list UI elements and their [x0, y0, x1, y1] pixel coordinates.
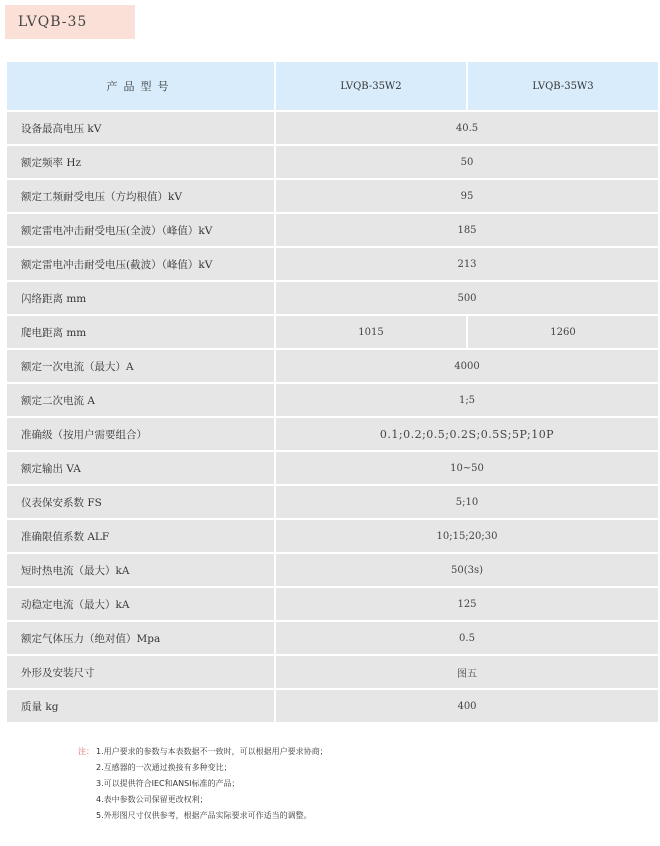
row-value: 10;15;20;30 — [276, 520, 658, 552]
note-text: 4.表中参数公司保留更改权利； — [96, 795, 208, 804]
row-value: 185 — [276, 214, 658, 246]
spec-table — [5, 60, 660, 724]
note-item — [78, 792, 328, 808]
table-row — [7, 248, 658, 280]
note-item — [78, 744, 328, 760]
table-row — [7, 588, 658, 620]
table-row — [7, 180, 658, 212]
note-item — [78, 760, 328, 776]
note-text: 5.外形图尺寸仅供参考，根据产品实际要求可作适当的调整。 — [96, 811, 312, 820]
row-value: 5;10 — [276, 486, 658, 518]
table-row — [7, 622, 658, 654]
table-row — [7, 112, 658, 144]
row-value: 125 — [276, 588, 658, 620]
row-label: 爬电距离 mm — [7, 316, 274, 348]
row-label: 额定雷电冲击耐受电压(全波）（峰值）kV — [7, 214, 274, 246]
table-row — [7, 486, 658, 518]
table-row — [7, 520, 658, 552]
row-value: 500 — [276, 282, 658, 314]
table-row — [7, 452, 658, 484]
row-label: 额定工频耐受电压（方均根值）kV — [7, 180, 274, 212]
row-value: 0.1;0.2;0.5;0.2S;0.5S;5P;10P — [276, 418, 658, 450]
row-label: 额定频率 Hz — [7, 146, 274, 178]
table-row — [7, 146, 658, 178]
row-label: 额定一次电流（最大）A — [7, 350, 274, 382]
table-row — [7, 282, 658, 314]
table-row — [7, 690, 658, 722]
note-text: 2.互感器的一次通过换接有多种变比； — [96, 763, 232, 772]
product-title: LVQB-35 — [5, 5, 135, 39]
notes — [78, 744, 328, 824]
note-prefix: 注： — [78, 747, 94, 756]
table-row — [7, 214, 658, 246]
row-value: 10~50 — [276, 452, 658, 484]
row-label: 闪络距离 mm — [7, 282, 274, 314]
row-label: 额定雷电冲击耐受电压(截波）（峰值）kV — [7, 248, 274, 280]
table-row — [7, 384, 658, 416]
note-text: 3.可以提供符合IEC和ANSI标准的产品； — [96, 779, 240, 788]
header-model: LVQB-35W3 — [468, 62, 658, 110]
table-header-row — [7, 62, 658, 110]
row-label: 外形及安装尺寸 — [7, 656, 274, 688]
row-value: 50 — [276, 146, 658, 178]
note-item — [78, 776, 328, 792]
row-value: 0.5 — [276, 622, 658, 654]
row-value: 50(3s) — [276, 554, 658, 586]
row-value: 1260 — [468, 316, 658, 348]
row-value: 400 — [276, 690, 658, 722]
row-label: 仪表保安系数 FS — [7, 486, 274, 518]
table-row — [7, 350, 658, 382]
row-label: 准确级（按用户需要组合） — [7, 418, 274, 450]
table-body — [7, 112, 658, 722]
table-row — [7, 554, 658, 586]
table-row — [7, 316, 658, 348]
note-item — [78, 808, 328, 824]
row-label: 短时热电流（最大）kA — [7, 554, 274, 586]
row-label: 动稳定电流（最大）kA — [7, 588, 274, 620]
row-value: 95 — [276, 180, 658, 212]
row-label: 额定二次电流 A — [7, 384, 274, 416]
row-value: 1015 — [276, 316, 466, 348]
table-row — [7, 656, 658, 688]
row-label: 额定输出 VA — [7, 452, 274, 484]
row-value: 4000 — [276, 350, 658, 382]
row-value: 40.5 — [276, 112, 658, 144]
note-text: 1.用户要求的参数与本表数据不一致时，可以根据用户要求协商； — [96, 747, 328, 756]
row-value: 1;5 — [276, 384, 658, 416]
row-value: 213 — [276, 248, 658, 280]
table-row — [7, 418, 658, 450]
row-label: 准确限值系数 ALF — [7, 520, 274, 552]
row-label: 额定气体压力（绝对值）Mpa — [7, 622, 274, 654]
row-label: 设备最高电压 kV — [7, 112, 274, 144]
row-value: 图五 — [276, 656, 658, 688]
header-model: LVQB-35W2 — [276, 62, 466, 110]
header-label: 产品型号 — [7, 62, 274, 110]
row-label: 质量 kg — [7, 690, 274, 722]
